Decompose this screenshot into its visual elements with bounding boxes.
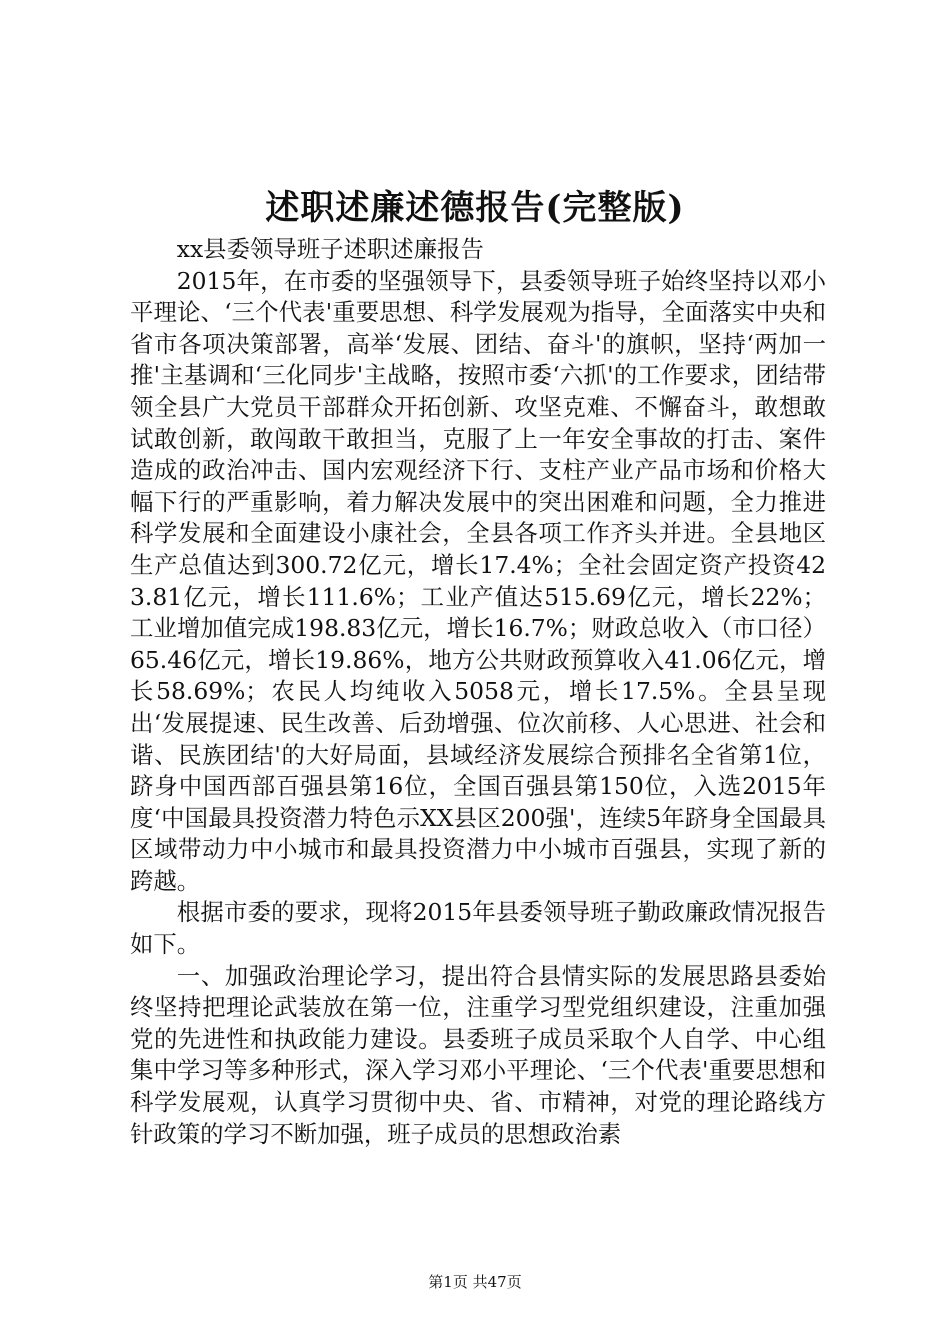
paragraph-1: 2015年，在市委的坚强领导下，县委领导班子始终坚持以邓小平理论、‘三个代表'重要思想、科学发展观为指导，全面落实中央和省市各项决策部署，高举‘发展、团结、奋斗'的旗帜，坚持‘两加一推'主基调和‘三化同步'主战略，按照市委‘六抓'的工作要求，团结带领全县广大党员干部群众开拓创新、攻坚克难、不懈奋斗，敢想敢试敢创新，敢闯敢干敢担当，克服了上一年安全事故的打击、案件造成的政治冲击、国内宏观经济下行、支柱产业产品市场和价格大幅下行的严重影响，着力解决发展中的突出困难和问题，全力推进科学发展和全面建设小康社会，全县各项工作齐头并进。全县地区生产总值达到300.72亿元，增长17.4%；全社会固定资产投资423.81亿元，增长111.6%；工业产值达515.69亿元，增长22%；工业增加值完成198.83亿元，增长16.7%；财政总收入（市口径）65.46亿元，增长19.86%，地方公共财政预算收入41.06亿元，增长58.69%；农民人均纯收入5058元，增长17.5%。全县呈现出‘发展提速、民生改善、后劲增强、位次前移、人心思进、社会和谐、民族团结'的大好局面，县域经济发展综合预排名全省第1位，跻身中国西部百强县第16位，全国百强县第150位，入选2015年度‘中国最具投资潜力特色示XX县区200强'，连续5年跻身全国最具区域带动力中小城市和最具投资潜力中小城市百强县，实现了新的跨越。 (130, 266, 826, 895)
paragraph-3: 一、加强政治理论学习，提出符合县情实际的发展思路县委始终坚持把理论武装放在第一位，注重学习型党组织建设，注重加强党的先进性和执政能力建设。县委班子成员采取个人自学、中心组集中学习等多种形式，深入学习邓小平理论、‘三个代表'重要思想和科学发展观，认真学习贯彻中央、省、市精神，对党的理论路线方针政策的学习不断加强，班子成员的思想政治素 (130, 961, 826, 1148)
page-footer: 第1页 共47页 (428, 1273, 522, 1291)
document-title: 述职述廉述德报告(完整版) (265, 188, 685, 228)
document-body (130, 234, 826, 1150)
paragraph-2: 根据市委的要求，现将2015年县委领导班子勤政廉政情况报告如下。 (130, 898, 826, 959)
report-subtitle: xx县委领导班子述职述廉报告 (176, 235, 484, 263)
